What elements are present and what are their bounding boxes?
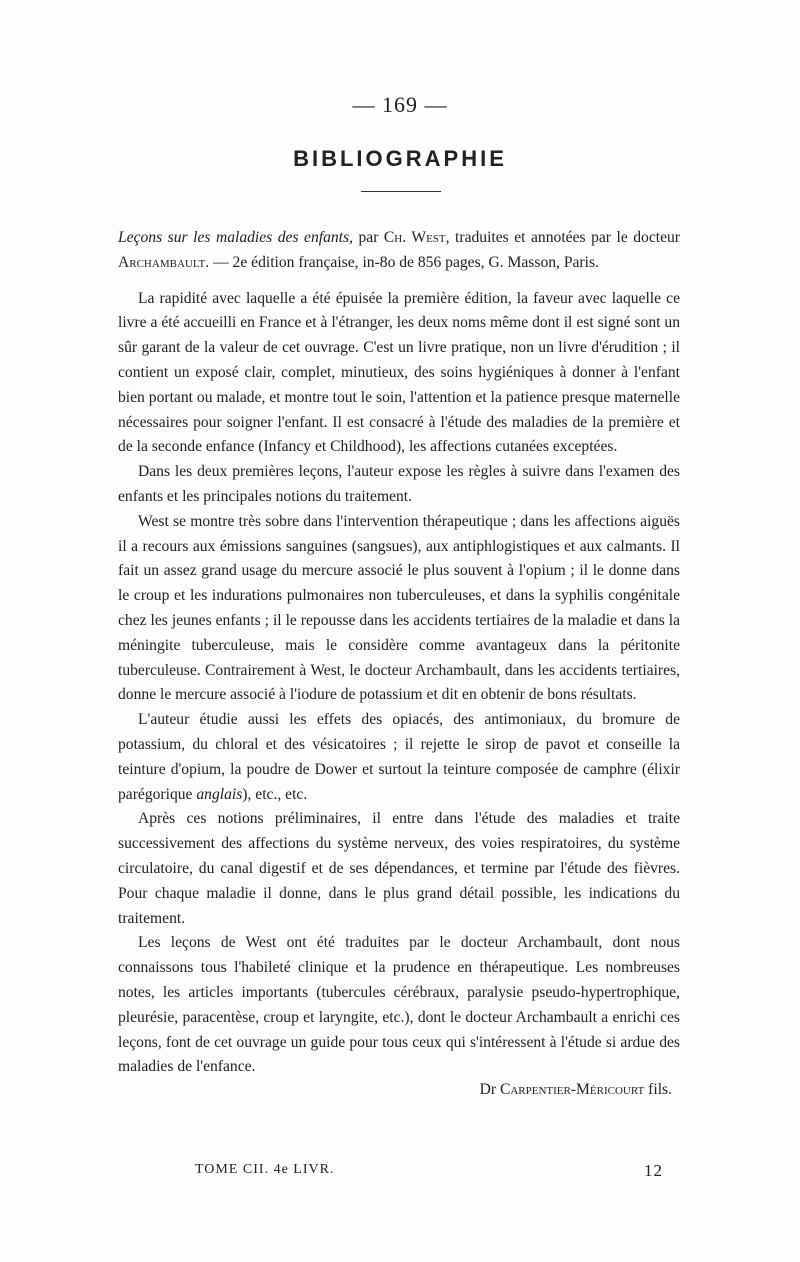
paragraph-4-italic: anglais	[196, 785, 243, 803]
review-signature	[480, 1081, 672, 1099]
title-divider	[361, 191, 441, 192]
section-title: BIBLIOGRAPHIE	[293, 146, 507, 171]
book-author: Ch. West	[383, 229, 446, 246]
paragraph-4	[118, 708, 680, 807]
paragraph-4-text: L'auteur étudie aussi les effets des opiacés, des antimoniaux, du bromure de potassium, du chloral et des vésicatoires ; il rejette le sirop de pavot et conseille la teinture d'opium, la poudre de Dower et surtout la teinture composée de camphre (élixir parégorique	[118, 711, 680, 803]
page-footer	[195, 1162, 663, 1178]
book-title: Leçons sur les maladies des enfants,	[118, 229, 353, 246]
paragraph-5: Après ces notions préliminaires, il entre dans l'étude des maladies et traite successivement des affections du système nerveux, des voies respiratoires, du système circulatoire, du canal digestif et de ses dépendances, et termine par l'étude des fièvres. Pour chaque maladie il donne, dans le plus grand détail possible, les indications du traitement.	[118, 810, 680, 927]
signature-prefix: Dr	[479, 1081, 500, 1098]
signature-name: Carpentier-Méricourt	[499, 1081, 645, 1098]
review-body	[118, 226, 680, 1080]
book-citation	[118, 226, 680, 276]
paragraph-1: La rapidité avec laquelle a été épuisée la première édition, la faveur avec laquelle ce livre a été accueilli en France et à l'étranger, les deux noms même dont il est signé sont un sûr garant de la valeur de cet ouvrage. C'est un livre pratique, non un livre d'érudition ; il contient un exposé clair, complet, minutieux, des soins hygiéniques à donner à l'enfant bien portant ou malade, et montre tout le soin, l'attention et la patience presque maternelle nécessaires pour soigner l'enfant. Il est consacré à l'étude des maladies de la première et de la seconde enfance (Infancy et Childhood), les affections cutanées exceptées.	[118, 289, 680, 456]
paragraph-2: Dans les deux premières leçons, l'auteur expose les règles à suivre dans l'examen des enfants et les principales notions du traitement.	[118, 463, 680, 505]
citation-translation: , traduites et annotées par le docteur	[445, 229, 680, 246]
signature-mark: 12	[644, 1161, 663, 1180]
page-number: — 169 —	[352, 92, 448, 117]
volume-mark: TOME CII. 4e LIVR.	[195, 1162, 335, 1177]
paragraph-4-end: ), etc., etc.	[242, 785, 308, 803]
paragraph-3: West se montre très sobre dans l'intervention thérapeutique ; dans les affections aiguës il a recours aux émissions sanguines (sangsues), aux antiphlogistiques et aux calmants. Il fait un assez grand usage du mercure associé le plus souvent à l'opium ; il le donne dans le croup et les indurations pulmonaires non tuberculeuses, et dans la syphilis congénitale chez les jeunes enfants ; il le repousse dans les accidents tertiaires de la maladie et dans la méningite tuberculeuse, mais le considère comme avantageux dans la péritonite tuberculeuse. Contrairement à West, le docteur Archambault, dans les accidents tertiaires, donne le mercure associé à l'iodure de potassium et dit en obtenir de bons résultats.	[118, 512, 680, 704]
book-translator: Archambault	[118, 253, 206, 271]
paragraph-6: Les leçons de West ont été traduites par le docteur Archambault, dont nous connaissons tous l'habileté clinique et la prudence en thérapeutique. Les nombreuses notes, les articles importants (tubercules cérébraux, paralysie pseudo-hypertrophique, pleurésie, paracentèse, croup et laryngite, etc.), dont le docteur Archambault a enrichi ces leçons, font de cet ouvrage un guide pour tous ceux qui s'intéressent à l'étude si ardue des maladies de l'enfance.	[118, 934, 680, 1076]
citation-by: par	[352, 229, 384, 246]
signature-suffix: fils.	[644, 1081, 672, 1098]
citation-edition: . — 2e édition française, in-8o de 856 pages, G. Masson, Paris.	[205, 253, 599, 271]
